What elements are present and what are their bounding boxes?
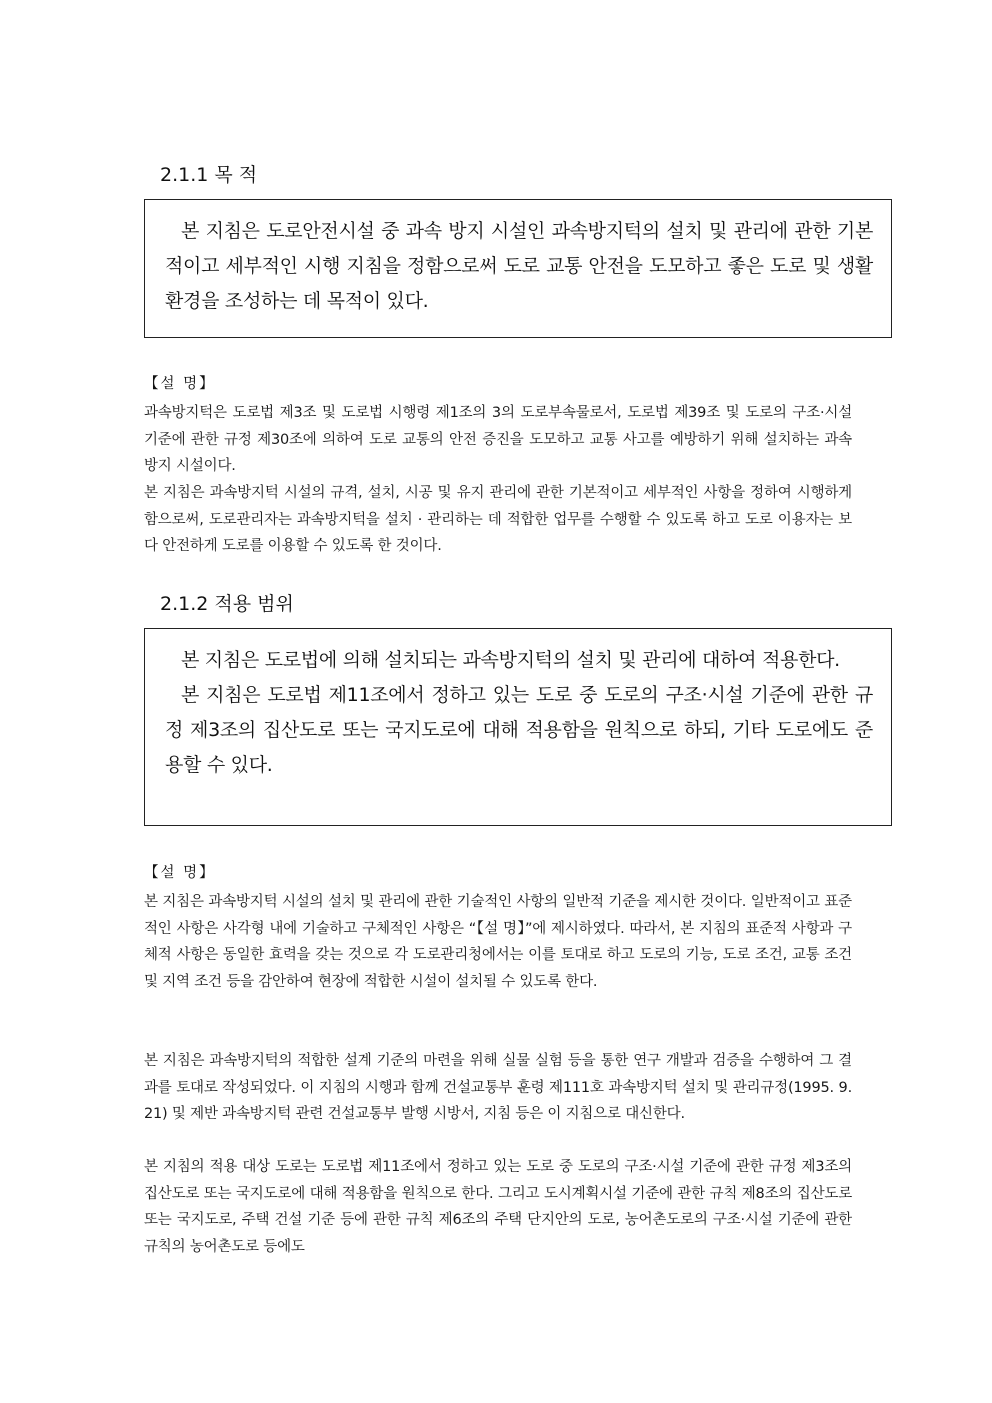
explanation-paragraph: 본 지침은 과속방지턱 시설의 설치 및 관리에 관한 기술적인 사항의 일반적 기준을 제시한 것이다. 일반적이고 표준적인 사항은 사각형 내에 기술하고 구체적인 사항은 “【설 명】”에 제시하였다. 따라서, 본 지침의 표준적 사항과 구체적 사항은 동일한 효력을 갖는 것으로 각 도로관리청에서는 이를 토대로 하고 도로의 기능, 도로 조건, 교통 조건 및 지역 조건 등을 감안하여 현장에 적합한 시설이 설치될 수 있도록 한다. xyxy=(144,894,852,990)
explanation-label: 【설 명】 xyxy=(144,865,216,881)
explanation-paragraph: 본 지침의 적용 대상 도로는 도로법 제11조에서 정하고 있는 도로 중 도로의 구조·시설 기준에 관한 규정 제3조의 집산도로 또는 국지도로에 대해 적용함을 원칙으로 한다. 그리고 도시계획시설 기준에 관한 규칙 제8조의 집산도로 또는 국지도로, 주택 건설 기준 등에 관한 규칙 제6조의 주택 단지안의 도로, 농어촌도로의 구조·시설 기준에 관한 규칙의 농어촌도로 등에도 xyxy=(144,1159,852,1255)
section-heading-scope: 2.1.2 적용 범위 xyxy=(160,593,294,615)
explanation-paragraph: 과속방지턱은 도로법 제3조 및 도로법 시행령 제1조의 3의 도로부속물로서, 도로법 제39조 및 도로의 구조·시설 기준에 관한 규정 제30조에 의하여 도로 교통의 안전 증진을 도모하고 교통 사고를 예방하기 위해 설치하는 과속 방지 시설이다. xyxy=(144,405,852,474)
purpose-box-text: 본 지침은 도로안전시설 중 과속 방지 시설인 과속방지턱의 설치 및 관리에 관한 기본적이고 세부적인 시행 지침을 정함으로써 도로 교통 안전을 도모하고 좋은 도로 및 생활 환경을 조성하는 데 목적이 있다. xyxy=(165,220,873,312)
purpose-box xyxy=(144,199,892,338)
scope-box-text: 본 지침은 도로법에 의해 설치되는 과속방지턱의 설치 및 관리에 대하여 적용한다. xyxy=(181,649,840,671)
section-heading-purpose: 2.1.1 목 적 xyxy=(160,164,258,186)
scope-box-text: 본 지침은 도로법 제11조에서 정하고 있는 도로 중 도로의 구조·시설 기준에 관한 규정 제3조의 집산도로 또는 국지도로에 대해 적용함을 원칙으로 하되, 기타 도로에도 준용할 수 있다. xyxy=(165,684,873,776)
scope-box xyxy=(144,628,892,826)
explanation-paragraph: 본 지침은 과속방지턱 시설의 규격, 설치, 시공 및 유지 관리에 관한 기본적이고 세부적인 사항을 정하여 시행하게 함으로써, 도로관리자는 과속방지턱을 설치 · 관리하는 데 적합한 업무를 수행할 수 있도록 하고 도로 이용자는 보다 안전하게 도로를 이용할 수 있도록 한 것이다. xyxy=(144,485,852,554)
explanation-label: 【설 명】 xyxy=(144,376,216,392)
explanation-paragraph: 본 지침은 과속방지턱의 적합한 설계 기준의 마련을 위해 실물 실험 등을 통한 연구 개발과 검증을 수행하여 그 결과를 토대로 작성되었다. 이 지침의 시행과 함께 건설교통부 훈령 제111호 과속방지턱 설치 및 관리규정(1995. 9. 21) 및 제반 과속방지턱 관련 건설교통부 발행 시방서, 지침 등은 이 지침으로 대신한다. xyxy=(144,1053,852,1122)
